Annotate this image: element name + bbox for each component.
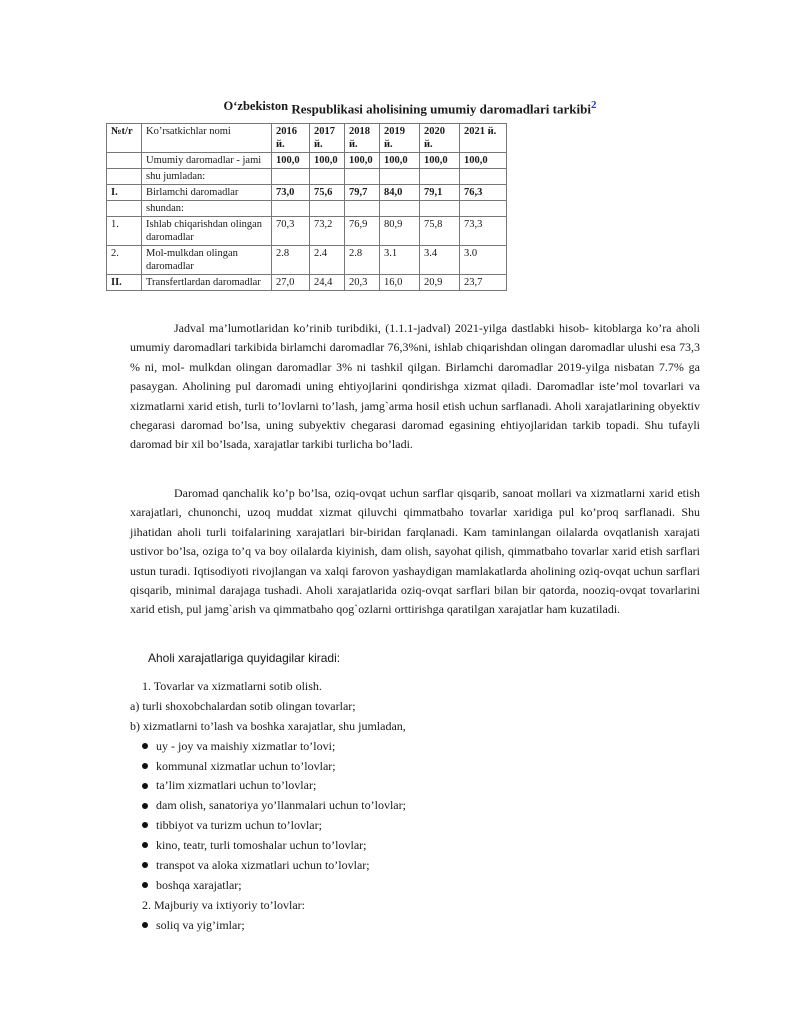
indicator-name: shundan: bbox=[142, 201, 272, 217]
value-cell: 2.8 bbox=[345, 246, 380, 275]
row-number: II. bbox=[107, 275, 142, 291]
value-cell: 70,3 bbox=[272, 217, 310, 246]
table-header-cell: 2020 й. bbox=[420, 124, 460, 153]
value-cell: 20,9 bbox=[420, 275, 460, 291]
value-cell bbox=[345, 169, 380, 185]
indicator-name: shu jumladan: bbox=[142, 169, 272, 185]
expenses-list bbox=[130, 677, 406, 936]
value-cell bbox=[380, 169, 420, 185]
value-cell: 79,1 bbox=[420, 185, 460, 201]
value-cell: 76,3 bbox=[460, 185, 507, 201]
value-cell: 16,0 bbox=[380, 275, 420, 291]
value-cell: 27,0 bbox=[272, 275, 310, 291]
row-number: 2. bbox=[107, 246, 142, 275]
list-item: kommunal xizmatlar uchun to’lovlar; bbox=[130, 757, 406, 777]
value-cell: 79,7 bbox=[345, 185, 380, 201]
value-cell: 100,0 bbox=[345, 153, 380, 169]
list-item: tibbiyot va turizm uchun to’lovlar; bbox=[130, 816, 406, 836]
value-cell bbox=[420, 201, 460, 217]
paragraph-2: Daromad qanchalik ko’p bo’lsa, oziq-ovqat uchun sarflar qisqarib, sanoat mollari va xizmatlarni xarid etish xarajatlari, chunonchi, uzoq muddat xizmat qiluvchi qimmatbaho tovarlar xaridiga pul ko’proq sarflanadi. Shu jihatidan aholi turli toifalarining xarajatlari bir-biridan farqlanadi. Kam taminlangan oilalarda ovqatlanish xarajati ustivor bo’lsa, oziga to’q va boy oilalarda kiyinish, dam olish, sayohat qilish, qimmatbaho tovarlar xarid etish sarflari ustun turadi. Iqtisodiyoti rivojlangan va xalqi farovon yashaydigan mamlakatlarda aholining oziq-ovqat uchun sarflari qisqarib, minimal darajaga tushadi. Aholi xarajatlarida oziq-ovqat sarflari bilan bir qatorda, nooziq-ovqat tovarlarini xarid etish, pul jamg`arish va qimmatbaho qog`ozlarni orttirishga qaratilgan xarajatlar ham kuzatiladi. bbox=[130, 486, 700, 617]
table-row bbox=[107, 153, 507, 169]
row-number bbox=[107, 169, 142, 185]
title-part-1: O‘zbekiston bbox=[223, 99, 289, 114]
value-cell bbox=[272, 169, 310, 185]
indicator-name: Umumiy daromadlar - jami bbox=[142, 153, 272, 169]
value-cell: 75,8 bbox=[420, 217, 460, 246]
value-cell: 73,2 bbox=[310, 217, 345, 246]
value-cell bbox=[460, 169, 507, 185]
list-item: boshqa xarajatlar; bbox=[130, 876, 406, 896]
value-cell: 3.1 bbox=[380, 246, 420, 275]
table-row bbox=[107, 275, 507, 291]
list-item: a) turli shoxobchalardan sotib olingan tovarlar; bbox=[130, 698, 356, 713]
value-cell: 84,0 bbox=[380, 185, 420, 201]
list-item: transpot va aloka xizmatlari uchun to’lovlar; bbox=[130, 856, 406, 876]
indicator-name: Ishlab chiqarishdan olingan daromadlar bbox=[142, 217, 272, 246]
expenses-intro: Aholi xarajatlariga quyidagilar kiradi: bbox=[148, 651, 341, 665]
value-cell: 75,6 bbox=[310, 185, 345, 201]
value-cell: 2.4 bbox=[310, 246, 345, 275]
value-cell: 100,0 bbox=[272, 153, 310, 169]
indicator-name: Transfertlardan daromadlar bbox=[142, 275, 272, 291]
indicator-name: Birlamchi daromadlar bbox=[142, 185, 272, 201]
table-row bbox=[107, 169, 507, 185]
row-number: I. bbox=[107, 185, 142, 201]
value-cell: 100,0 bbox=[420, 153, 460, 169]
value-cell: 100,0 bbox=[380, 153, 420, 169]
table-row bbox=[107, 201, 507, 217]
value-cell: 80,9 bbox=[380, 217, 420, 246]
row-number bbox=[107, 201, 142, 217]
table-row bbox=[107, 185, 507, 201]
list-item: dam olish, sanatoriya yo’llanmalari uchun to’lovlar; bbox=[130, 796, 406, 816]
row-number bbox=[107, 153, 142, 169]
table-row bbox=[107, 246, 507, 275]
value-cell bbox=[310, 169, 345, 185]
value-cell: 3.0 bbox=[460, 246, 507, 275]
title-footnote-mark: 2 bbox=[590, 99, 597, 111]
list-item: 1. Tovarlar va xizmatlarni sotib olish. bbox=[142, 679, 322, 693]
list-item: b) xizmatlarni to’lash va boshka xarajatlar, shu jumladan, bbox=[130, 718, 406, 733]
value-cell: 24,4 bbox=[310, 275, 345, 291]
value-cell: 23,7 bbox=[460, 275, 507, 291]
value-cell: 2.8 bbox=[272, 246, 310, 275]
income-structure-table bbox=[106, 123, 507, 291]
value-cell: 73,0 bbox=[272, 185, 310, 201]
list-item: 2. Majburiy va ixtiyoriy to’lovlar: bbox=[142, 897, 305, 912]
value-cell: 100,0 bbox=[310, 153, 345, 169]
value-cell: 20,3 bbox=[345, 275, 380, 291]
table-header-cell: 2017 й. bbox=[310, 124, 345, 153]
table-header-row bbox=[107, 124, 507, 153]
value-cell: 100,0 bbox=[460, 153, 507, 169]
table-header-cell: Ko’rsatkichlar nomi bbox=[142, 124, 272, 153]
indicator-name: Mol-mulkdan olingan daromadlar bbox=[142, 246, 272, 275]
value-cell: 3.4 bbox=[420, 246, 460, 275]
paragraph-1: Jadval ma’lumotlaridan ko’rinib turibdiki, (1.1.1-jadval) 2021-yilga dastlabki hisob- kitoblarga ko’ra aholi umumiy daromadlari tarkibida birlamchi daromadlar 76,3%ni, ishlab chiqarishdan olingan daromadlar ulushi esa 73,3 % ni, mol- mulkdan olingan daromadlar 3% ni tashkil qilgan. Birlamchi daromadlar 2019-yilga nisbatan 7.7% ga pasaygan. Aholining pul daromadi uning ehtiyojlarini qondirishga xizmat qiladi. Daromadlar iste’mol tovarlari va xizmatlarni xarid etish, turli to’lovlarni to’lash, jamg`arma hosil etish uchun sarflanadi. Aholi xarajatlarining obyektiv chegarasi daromad bo’lsa, uning subyektiv chegarasi daromad egasining ehtiyojlaridan tarkib topadi. Shu tufayli daromad bir xil bo’lsada, xarajatlar tarkibi turlicha bo’ladi. bbox=[130, 321, 700, 452]
table-header-cell: 2021 й. bbox=[460, 124, 507, 153]
value-cell bbox=[310, 201, 345, 217]
list-item: uy - joy va maishiy xizmatlar to’lovi; bbox=[130, 737, 406, 757]
value-cell bbox=[460, 201, 507, 217]
list-item: ta’lim xizmatlari uchun to’lovlar; bbox=[130, 776, 406, 796]
list-item: kino, teatr, turli tomoshalar uchun to’lovlar; bbox=[130, 836, 406, 856]
row-number: 1. bbox=[107, 217, 142, 246]
document-title bbox=[160, 99, 660, 117]
table-row bbox=[107, 217, 507, 246]
table-header-cell: №t/r bbox=[107, 124, 142, 153]
value-cell bbox=[380, 201, 420, 217]
value-cell: 73,3 bbox=[460, 217, 507, 246]
table-header-cell: 2016 й. bbox=[272, 124, 310, 153]
value-cell bbox=[272, 201, 310, 217]
table-header-cell: 2019 й. bbox=[380, 124, 420, 153]
value-cell bbox=[420, 169, 460, 185]
list-item: soliq va yig’imlar; bbox=[130, 916, 406, 936]
table-header-cell: 2018 й. bbox=[345, 124, 380, 153]
value-cell: 76,9 bbox=[345, 217, 380, 246]
value-cell bbox=[345, 201, 380, 217]
title-part-2: Respublikasi aholisining umumiy daromadlari tarkibi bbox=[291, 101, 591, 117]
